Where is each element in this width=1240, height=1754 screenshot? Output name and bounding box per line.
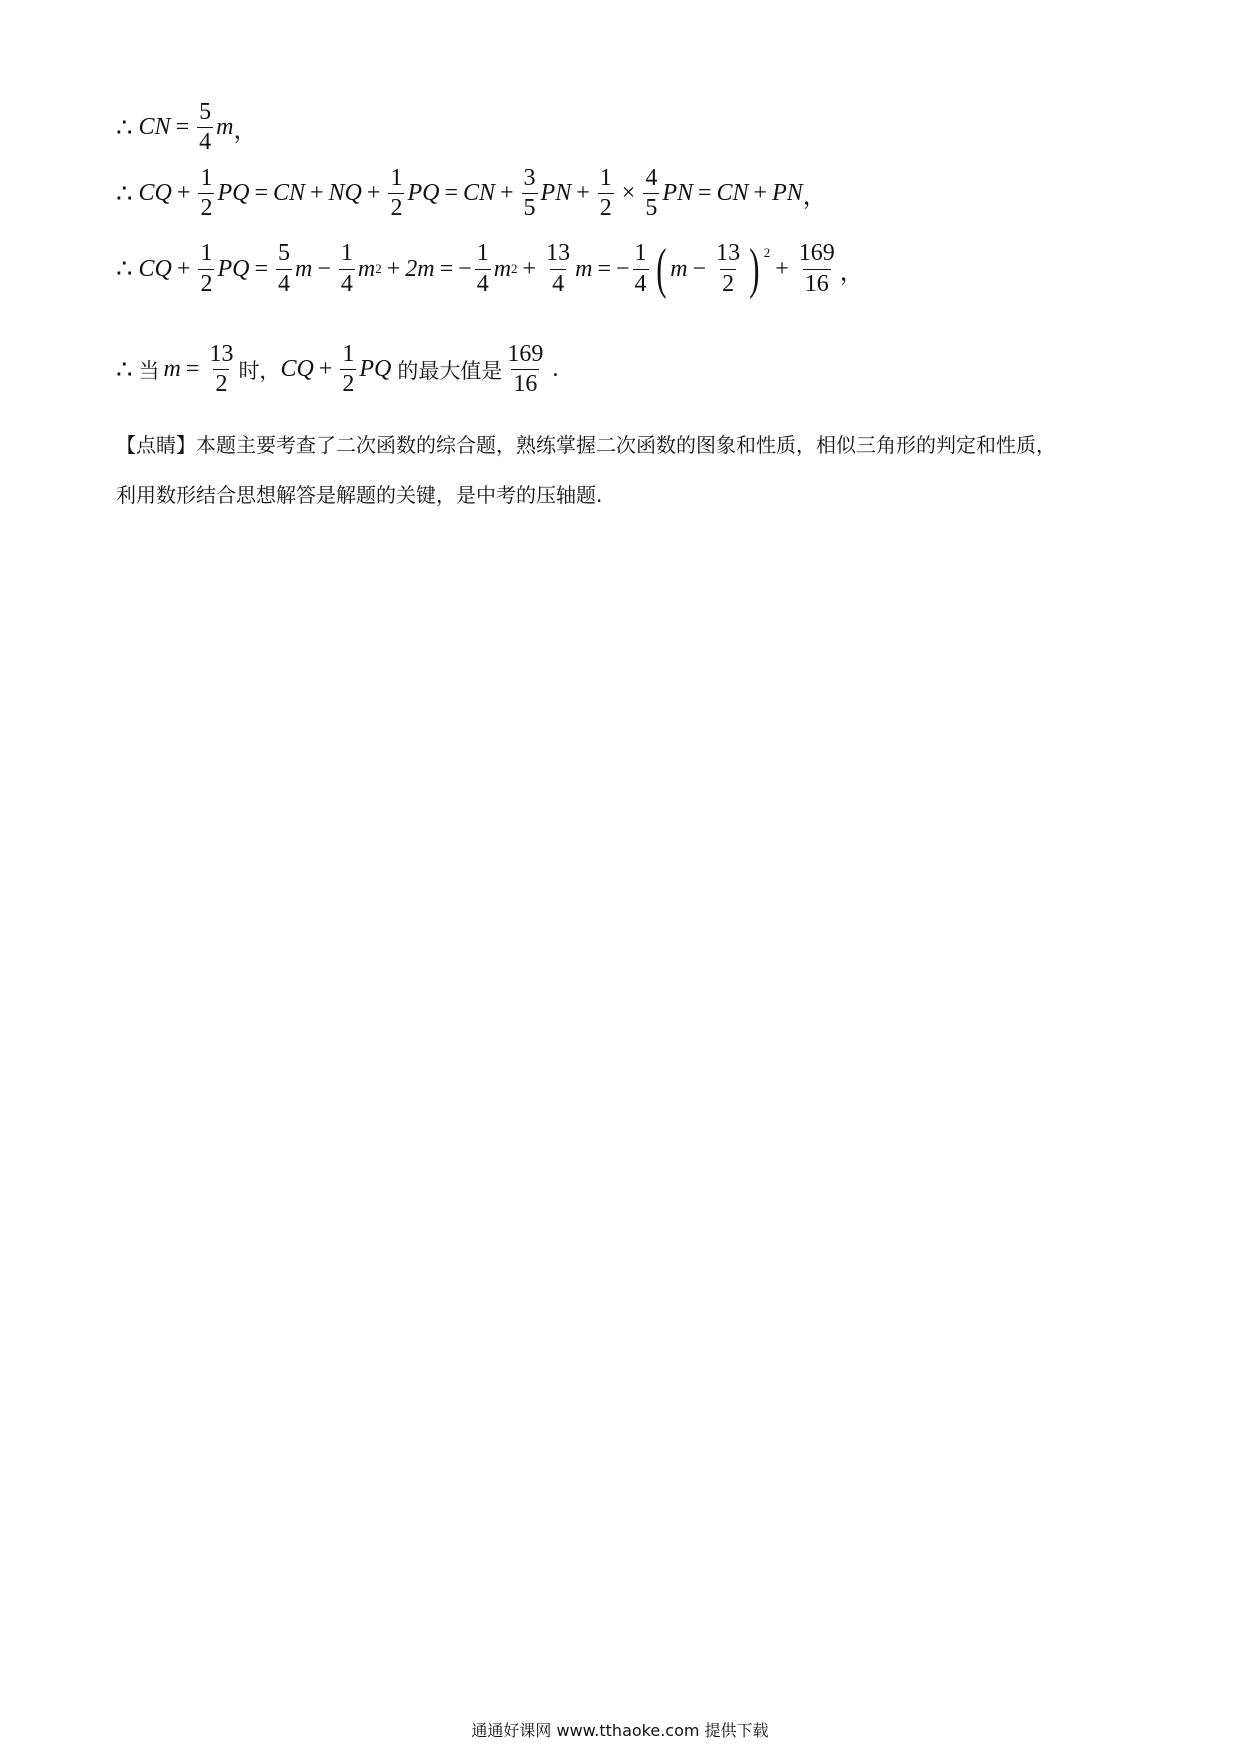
operator: ×: [621, 180, 636, 207]
left-paren: (: [655, 238, 666, 300]
text: 的最大值是: [397, 358, 503, 383]
term: CN: [462, 180, 495, 207]
text: 当: [138, 358, 160, 383]
operator: +: [522, 255, 537, 282]
operator: −: [458, 255, 472, 282]
operator: =: [175, 114, 190, 141]
commentary-line-1: 【点睛】本题主要考查了二次函数的综合题，熟练掌握二次函数的图象和性质，相似三角形的判定和性质，: [116, 433, 1056, 457]
fraction: $\frac{1}{2}$: [200, 165, 213, 222]
operator: −: [317, 255, 331, 282]
right-paren: ): [749, 238, 760, 300]
operator: +: [310, 180, 324, 207]
term: 2m: [405, 255, 435, 282]
operator: +: [386, 255, 401, 282]
variable: m: [493, 255, 512, 282]
term: CN: [716, 180, 749, 207]
operator: =: [254, 180, 268, 207]
commentary-line-2: 利用数形结合思想解答是解题的关键，是中考的压轴题.: [116, 483, 603, 507]
variable: m: [294, 255, 313, 282]
fraction: $\frac{1}{2}$: [599, 165, 612, 222]
term: PQ: [407, 180, 440, 207]
term: PN: [540, 180, 572, 207]
fraction: $\frac{13}{2}$: [716, 240, 741, 297]
operator: +: [176, 180, 191, 207]
term: CN: [138, 114, 171, 141]
operator: +: [775, 255, 789, 282]
fraction: $\frac{1}{2}$: [342, 341, 355, 398]
term: CQ: [280, 356, 314, 383]
footer-text: 通通好课网 www.tthaoke.com 提供下载: [471, 1721, 769, 1740]
operator: −: [615, 255, 630, 282]
operator: =: [254, 255, 268, 282]
operator: +: [753, 180, 768, 207]
fraction: $\frac{5}{4}$: [199, 99, 212, 156]
equation-line-1: [116, 100, 257, 155]
fraction: $\frac{169}{16}$: [507, 341, 544, 398]
exponent: 2: [763, 245, 771, 260]
therefore-symbol: ∴: [116, 254, 133, 283]
operator: +: [576, 180, 590, 207]
operator: +: [500, 180, 514, 207]
fraction: $\frac{1}{4}$: [634, 240, 647, 297]
text: 时，: [238, 358, 281, 383]
operator: =: [439, 255, 454, 282]
fraction: $\frac{13}{2}$: [209, 341, 234, 398]
therefore-symbol: ∴: [116, 354, 133, 384]
operator: +: [318, 356, 333, 383]
punctuation: ，: [802, 184, 827, 211]
operator: −: [692, 255, 707, 282]
fraction: $\frac{1}{2}$: [390, 165, 403, 222]
variable: m: [163, 356, 181, 383]
term: PN: [662, 180, 693, 207]
fraction: $\frac{4}{5}$: [645, 165, 658, 222]
therefore-symbol: ∴: [116, 178, 133, 208]
variable: m: [575, 255, 593, 282]
equation-line-2: [116, 166, 827, 221]
term: CQ: [138, 255, 172, 282]
variable: m: [670, 255, 688, 282]
variable: m: [357, 255, 376, 282]
exponent: 2: [511, 261, 518, 276]
term: CQ: [138, 180, 172, 207]
punctuation: ，: [233, 118, 258, 145]
term: PQ: [359, 356, 392, 383]
operator: +: [366, 180, 381, 207]
operator: =: [697, 180, 712, 207]
equation-line-3: [116, 238, 864, 300]
fraction: $\frac{3}{5}$: [523, 165, 536, 222]
operator: =: [597, 255, 611, 282]
fraction: $\frac{5}{4}$: [277, 240, 290, 297]
term: PQ: [217, 255, 250, 282]
fraction: $\frac{1}{2}$: [200, 240, 213, 297]
fraction: $\frac{169}{16}$: [798, 240, 835, 297]
operator: =: [444, 180, 458, 207]
operator: +: [176, 255, 191, 282]
variable: m: [216, 114, 234, 141]
therefore-symbol: ∴: [116, 112, 133, 142]
punctuation: ，: [839, 259, 864, 286]
fraction: $\frac{1}{4}$: [340, 240, 353, 297]
operator: =: [185, 356, 200, 383]
term: PQ: [217, 180, 250, 207]
equation-line-4: [116, 342, 558, 397]
punctuation: .: [552, 356, 559, 383]
term: PN: [772, 180, 803, 207]
fraction: $\frac{1}{4}$: [476, 240, 489, 297]
fraction: $\frac{13}{4}$: [546, 240, 571, 297]
term: CN: [272, 180, 305, 207]
exponent: 2: [375, 261, 382, 276]
term: NQ: [328, 180, 362, 207]
